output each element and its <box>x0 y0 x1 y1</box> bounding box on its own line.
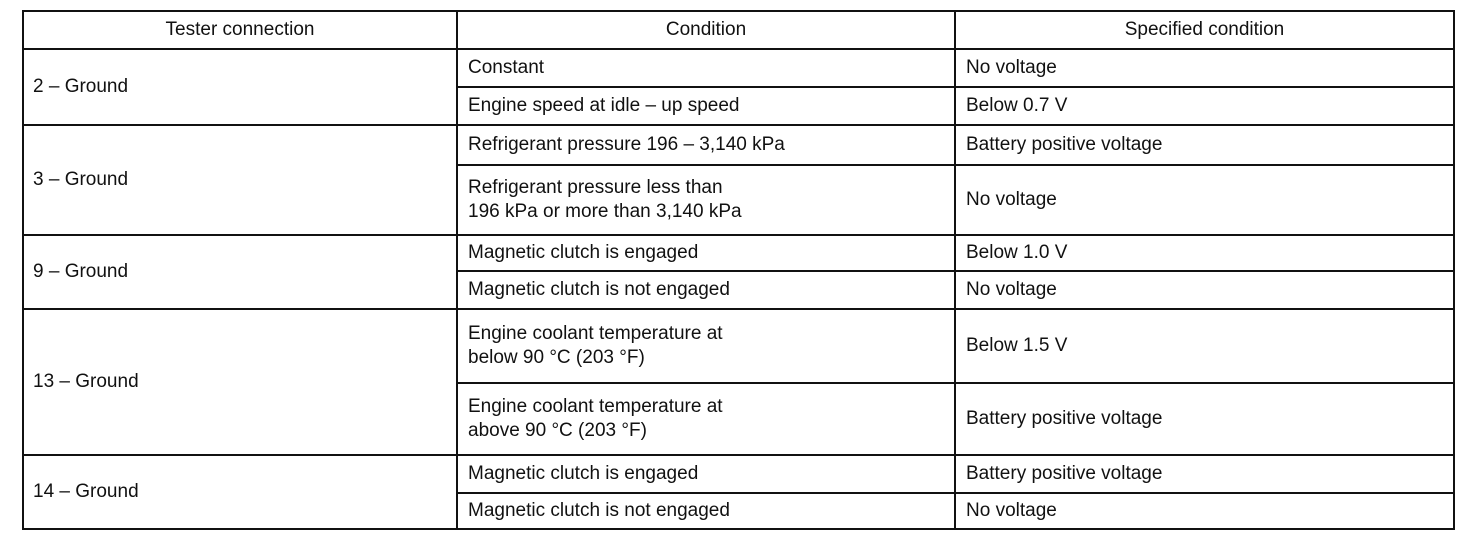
specified-condition-cell: Below 1.5 V <box>955 309 1454 383</box>
condition-text: Magnetic clutch is engaged <box>468 242 699 264</box>
condition-text: Refrigerant pressure less than <box>468 177 723 199</box>
condition-text: Engine speed at idle – up speed <box>468 95 740 117</box>
condition-cell <box>457 125 955 165</box>
tester-connection-cell: 2 – Ground <box>23 49 457 125</box>
condition-cell <box>457 493 955 529</box>
header-specified-condition: Specified condition <box>955 11 1454 49</box>
header-tester-connection: Tester connection <box>23 11 457 49</box>
specified-condition-cell: Below 1.0 V <box>955 235 1454 271</box>
condition-cell <box>457 87 955 125</box>
condition-text: Engine coolant temperature at <box>468 323 723 345</box>
tester-connection-cell: 3 – Ground <box>23 125 457 235</box>
specified-condition-cell: Battery positive voltage <box>955 455 1454 493</box>
condition-text: Engine coolant temperature at <box>468 396 723 418</box>
condition-text: Magnetic clutch is not engaged <box>468 500 730 522</box>
condition-text: Magnetic clutch is not engaged <box>468 279 730 301</box>
condition-text: 196 kPa or more than 3,140 kPa <box>468 201 742 222</box>
specified-condition-cell: Below 0.7 V <box>955 87 1454 125</box>
header-condition: Condition <box>457 11 955 49</box>
condition-text: Constant <box>468 57 545 79</box>
condition-text: below 90 °C (203 °F) <box>468 347 645 368</box>
condition-cell <box>457 383 955 455</box>
specified-condition-cell: Battery positive voltage <box>955 125 1454 165</box>
table-header-row <box>23 11 1454 49</box>
condition-text: Magnetic clutch is engaged <box>468 463 699 485</box>
condition-cell <box>457 235 955 271</box>
table-row <box>23 235 1454 271</box>
tester-connection-cell: 9 – Ground <box>23 235 457 309</box>
specified-condition-cell: No voltage <box>955 493 1454 529</box>
condition-text: Refrigerant pressure 196 – 3,140 kPa <box>468 134 785 156</box>
specified-condition-cell: No voltage <box>955 271 1454 309</box>
condition-text: above 90 °C (203 °F) <box>468 420 647 441</box>
tester-connection-cell: 13 – Ground <box>23 309 457 455</box>
condition-cell <box>457 49 955 87</box>
table-row <box>23 125 1454 165</box>
condition-cell <box>457 271 955 309</box>
specified-condition-cell: No voltage <box>955 165 1454 235</box>
tester-connection-table <box>22 10 1455 530</box>
table-row <box>23 309 1454 383</box>
condition-cell <box>457 165 955 235</box>
tester-connection-cell: 14 – Ground <box>23 455 457 529</box>
specified-condition-cell: No voltage <box>955 49 1454 87</box>
table-row <box>23 49 1454 87</box>
specified-condition-cell: Battery positive voltage <box>955 383 1454 455</box>
condition-cell <box>457 309 955 383</box>
table-row <box>23 455 1454 493</box>
condition-cell <box>457 455 955 493</box>
